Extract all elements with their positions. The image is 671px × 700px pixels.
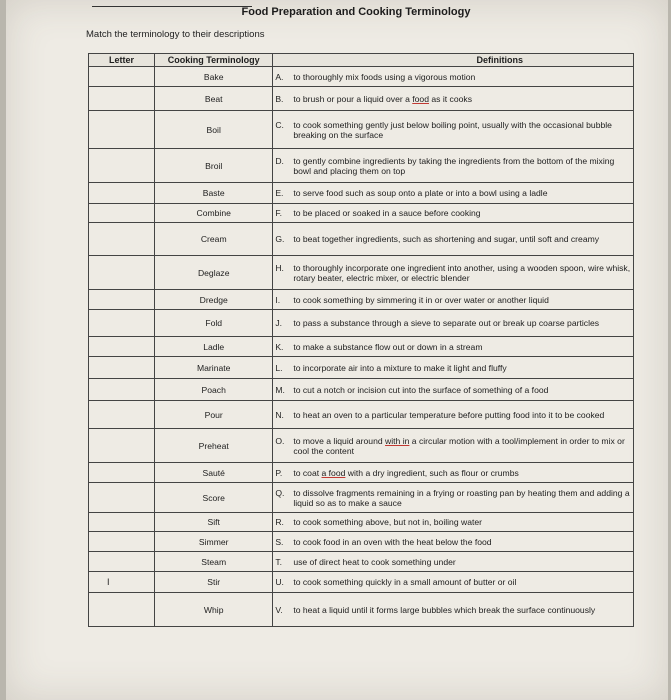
table-row [89, 513, 634, 532]
table-row [89, 223, 634, 256]
answer-letter-cell[interactable] [89, 513, 155, 532]
table-row [89, 87, 634, 111]
worksheet [6, 0, 668, 700]
answer-letter-cell[interactable] [89, 67, 155, 87]
table-row [89, 593, 634, 627]
definition-cell [273, 149, 634, 183]
definition-cell [273, 401, 634, 429]
term-cell: Marinate [155, 357, 273, 379]
definition-cell [273, 223, 634, 256]
definition-letter: A. [275, 71, 284, 82]
answer-letter-cell[interactable] [89, 532, 155, 552]
definition-text: to move a liquid around with in a circular motion with a tool/implement in order to mix or cool the content [293, 435, 625, 456]
definition-letter: O. [275, 435, 285, 446]
definition-text: to cook something by simmering it in or over water or another liquid [293, 294, 549, 305]
instructions: Match the terminology to their descriptions [86, 29, 265, 40]
definition-letter: Q. [275, 487, 285, 498]
term-cell: Boil [155, 111, 273, 149]
definition-letter: C. [275, 119, 284, 130]
definition-letter: K. [275, 341, 284, 352]
definition-content [273, 207, 633, 219]
definition-letter: G. [275, 234, 285, 244]
definition-content [273, 119, 633, 141]
definition-text: to cook something quickly in a small amount of butter or oil [293, 577, 517, 587]
definition-letter: B. [275, 93, 284, 104]
page-title: Food Preparation and Cooking Terminology [241, 6, 471, 18]
term-cell: Steam [155, 552, 273, 572]
term-cell: Combine [155, 204, 273, 223]
term-cell: Bake [155, 67, 273, 87]
answer-letter-cell[interactable] [89, 593, 155, 627]
definition-cell [273, 513, 634, 532]
definition-cell [273, 183, 634, 204]
table-row [89, 483, 634, 513]
table-row [89, 183, 634, 204]
answer-letter-cell[interactable] [89, 401, 155, 429]
spellcheck-underline: food [412, 93, 429, 104]
definition-content [273, 93, 633, 105]
answer-letter-cell[interactable] [89, 223, 155, 256]
term-cell: Fold [155, 310, 273, 337]
answer-letter-cell[interactable] [89, 87, 155, 111]
definition-text: use of direct heat to cook something under [293, 556, 456, 567]
term-cell: Cream [155, 223, 273, 256]
definition-text: to pass a substance through a sieve to separate out or break up coarse particles [293, 318, 600, 328]
definition-cell [273, 463, 634, 483]
definition-cell [273, 290, 634, 310]
answer-letter-cell[interactable] [89, 379, 155, 401]
definition-cell [273, 256, 634, 290]
definition-letter: F. [275, 208, 282, 218]
terminology-table [88, 53, 634, 627]
term-cell: Baste [155, 183, 273, 204]
answer-letter-cell[interactable] [89, 111, 155, 149]
table-row [89, 429, 634, 463]
definition-content [273, 604, 633, 616]
definition-content [273, 262, 633, 284]
definition-cell [273, 204, 634, 223]
definition-cell [273, 379, 634, 401]
definition-letter: U. [275, 577, 284, 587]
term-cell: Pour [155, 401, 273, 429]
term-cell: Score [155, 483, 273, 513]
table-row [89, 310, 634, 337]
definition-text: to cook something gently just below boiling point, usually with the occasional bubble breaking on the surface [293, 119, 612, 140]
definition-cell [273, 593, 634, 627]
definition-content [273, 409, 633, 421]
definition-text: to heat an oven to a particular temperature before putting food into it to be cooked [293, 409, 605, 420]
definition-letter: M. [275, 384, 285, 395]
answer-letter-cell[interactable] [89, 149, 155, 183]
term-cell: Beat [155, 87, 273, 111]
definition-content [273, 487, 633, 509]
term-cell: Sauté [155, 463, 273, 483]
table-row [89, 256, 634, 290]
answer-letter-cell[interactable] [89, 290, 155, 310]
definition-content [273, 384, 633, 396]
definition-content [273, 362, 633, 374]
definition-content [273, 71, 633, 83]
term-cell: Whip [155, 593, 273, 627]
definition-letter: H. [275, 262, 284, 273]
definition-text: to gently combine ingredients by taking the ingredients from the bottom of the mixing bowl and placing them on top [293, 155, 615, 176]
answer-letter-cell[interactable] [89, 310, 155, 337]
definition-cell [273, 111, 634, 149]
header-term: Cooking Terminology [155, 54, 273, 67]
table-row [89, 111, 634, 149]
definition-content [273, 576, 633, 588]
definition-letter: T. [275, 556, 282, 567]
table-row [89, 67, 634, 87]
definition-letter: P. [275, 467, 283, 478]
definition-letter: D. [275, 155, 284, 166]
definition-letter: I. [275, 294, 281, 305]
table-row [89, 572, 634, 593]
table-row [89, 204, 634, 223]
definition-letter: E. [275, 188, 284, 198]
table-row [89, 357, 634, 379]
answer-letter-cell[interactable] [89, 483, 155, 513]
term-cell: Simmer [155, 532, 273, 552]
table-row [89, 401, 634, 429]
definition-content [273, 556, 633, 568]
definition-content [273, 187, 633, 199]
definition-text: to cook food in an oven with the heat below the food [293, 536, 492, 547]
definition-letter: V. [275, 604, 283, 615]
definition-text: to beat together ingredients, such as shortening and sugar, until soft and creamy [293, 234, 600, 244]
table-row [89, 552, 634, 572]
definition-letter: R. [275, 517, 284, 527]
table-row [89, 337, 634, 357]
definition-content [273, 536, 633, 548]
definition-content [273, 294, 633, 306]
answer-letter-cell[interactable] [89, 572, 155, 593]
term-cell: Deglaze [155, 256, 273, 290]
term-cell: Dredge [155, 290, 273, 310]
definition-content [273, 233, 633, 245]
term-cell: Stir [155, 572, 273, 593]
definition-text: to thoroughly incorporate one ingredient into another, using a wooden spoon, wire whisk, rotary beater, electric mixer, or electric blender [293, 262, 631, 283]
definition-cell [273, 483, 634, 513]
answer-letter-cell[interactable] [89, 357, 155, 379]
definition-content [273, 467, 633, 479]
spellcheck-underline: with in [385, 435, 410, 446]
definition-cell [273, 67, 634, 87]
definition-cell [273, 572, 634, 593]
definition-letter: J. [275, 318, 282, 328]
header-definition: Definitions [273, 54, 634, 67]
definition-text: to cut a notch or incision cut into the surface of something of a food [293, 384, 549, 395]
definition-content [273, 317, 633, 329]
definition-letter: S. [275, 536, 284, 547]
header-letter: Letter [89, 54, 155, 67]
definition-text: to be placed or soaked in a sauce before cooking [293, 208, 481, 218]
table-header-row [89, 54, 634, 67]
definition-cell [273, 310, 634, 337]
definition-text: to make a substance flow out or down in a stream [293, 341, 483, 352]
table-row [89, 149, 634, 183]
term-cell: Preheat [155, 429, 273, 463]
answer-letter-cell[interactable] [89, 256, 155, 290]
term-cell: Sift [155, 513, 273, 532]
answer-letter: I [107, 577, 110, 587]
definition-content [273, 155, 633, 177]
term-cell: Ladle [155, 337, 273, 357]
definition-text: to brush or pour a liquid over a food as it cooks [293, 93, 472, 104]
definition-cell [273, 357, 634, 379]
definition-letter: N. [275, 409, 284, 420]
table-row [89, 379, 634, 401]
spellcheck-underline: a food [321, 467, 346, 478]
definition-text: to cook something above, but not in, boiling water [293, 517, 483, 527]
definition-cell [273, 552, 634, 572]
definition-letter: L. [275, 362, 283, 373]
answer-letter-cell[interactable] [89, 183, 155, 204]
answer-letter-cell[interactable] [89, 429, 155, 463]
definition-cell [273, 337, 634, 357]
definition-content [273, 435, 633, 457]
answer-letter-cell[interactable] [89, 552, 155, 572]
answer-letter-cell[interactable] [89, 204, 155, 223]
definition-text: to coat a food with a dry ingredient, such as flour or crumbs [293, 467, 519, 478]
table-row [89, 532, 634, 552]
definition-text: to thoroughly mix foods using a vigorous motion [293, 71, 476, 82]
answer-letter-cell[interactable] [89, 463, 155, 483]
definition-text: to dissolve fragments remaining in a frying or roasting pan by heating them and adding a liquid so as to make a sauce [293, 487, 630, 508]
table-row [89, 463, 634, 483]
term-cell: Poach [155, 379, 273, 401]
definition-content [273, 516, 633, 528]
term-cell: Broil [155, 149, 273, 183]
answer-letter-cell[interactable] [89, 337, 155, 357]
definition-text: to heat a liquid until it forms large bubbles which break the surface continuously [293, 604, 596, 615]
definition-content [273, 341, 633, 353]
definition-cell [273, 532, 634, 552]
definition-cell [273, 429, 634, 463]
table-row [89, 290, 634, 310]
definition-cell [273, 87, 634, 111]
definition-text: to incorporate air into a mixture to make it light and fluffy [293, 362, 507, 373]
definition-text: to serve food such as soup onto a plate or into a bowl using a ladle [293, 188, 548, 198]
